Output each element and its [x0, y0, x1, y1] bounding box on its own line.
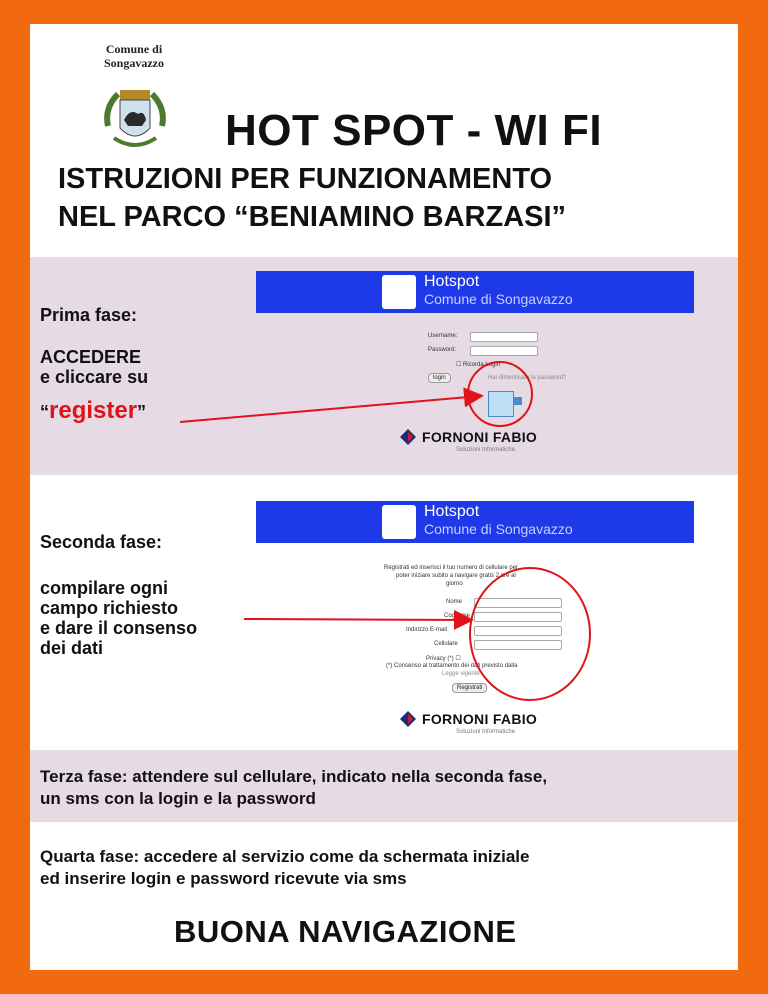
fornoni-tagline: Soluzioni Informatiche [456, 447, 516, 453]
phase-four-line-1: Quarta fase: accedere al servizio come da schermata iniziale [40, 847, 530, 866]
phase-four-line-2: ed inserire login e password ricevute via sms [40, 869, 407, 888]
phase-one-label: Prima fase: [40, 305, 138, 325]
fornoni-name: FORNONI FABIO [422, 429, 538, 445]
hotspot-subtitle: Comune di Songavazzo [424, 291, 573, 307]
phase-three-line-2: un sms con la login e la password [40, 789, 316, 808]
phase-two-label: Seconda fase: [40, 532, 163, 552]
phase-three-line-1: Terza fase: attendere sul cellulare, indicato nella seconda fase, [40, 767, 548, 786]
login-user-label: Username: [428, 333, 458, 339]
close-quote: ” [137, 402, 147, 422]
phase-one-line-1: ACCEDERE [40, 347, 142, 367]
phase-three-text [40, 766, 547, 810]
phase-four-text [40, 846, 529, 890]
consent-law: Legge vigente [442, 671, 480, 677]
subtitle-line-2: NEL PARCO “BENIAMINO BARZASI” [58, 201, 567, 233]
phone-label: Cellulare [434, 641, 458, 647]
registration-intro-2: poter iniziare subito a navigare gratis 2 ore al [396, 573, 516, 579]
phase-one-line-2: e cliccare su [40, 367, 149, 387]
register-highlight-circle [468, 362, 532, 426]
form-highlight-circle [470, 568, 590, 700]
fornoni-name-2: FORNONI FABIO [422, 711, 538, 727]
hotspot-title-2: Hotspot [424, 503, 480, 520]
registration-intro-1: Registrati ed inserisci il tuo numero di cellulare per [384, 565, 519, 571]
hotspot-title: Hotspot [424, 273, 480, 290]
phase-three-band [30, 750, 738, 822]
phase-two-line-3: e dare il consenso [40, 618, 198, 638]
municipality-name: Comune di Songavazzo [104, 42, 164, 70]
register-keyword: register [49, 397, 138, 424]
hotspot-subtitle-2: Comune di Songavazzo [424, 521, 573, 537]
annotations [30, 24, 738, 970]
login-button: login [428, 373, 451, 383]
remember-checkbox-label: ☐ Ricorda Login [456, 362, 501, 368]
register-arrow [180, 396, 480, 422]
privacy-label: Privacy (*) ☐ [426, 656, 461, 662]
consent-text: (*) Consenso al trattamento dei dati previsto dalla [386, 663, 518, 669]
fornoni-tagline-2: Soluzioni Informatiche [456, 729, 516, 735]
page-title: HOT SPOT - WI FI [225, 106, 603, 155]
register-submit-button: Registrati [452, 683, 487, 693]
phase-two-line-4: dei dati [40, 638, 104, 658]
name-label: Nome [446, 599, 463, 605]
email-label: Indirizzo E-mail [406, 627, 448, 633]
login-password-label: Password: [428, 347, 457, 353]
registration-intro-3: giorno [446, 581, 463, 587]
form-arrow [244, 619, 470, 620]
subtitle-line-1: ISTRUZIONI PER FUNZIONAMENTO [58, 163, 553, 195]
closing-message: BUONA NAVIGAZIONE [174, 914, 517, 949]
forgot-password-link: Hai dimenticato la password? [488, 375, 567, 381]
open-quote: “ [40, 402, 49, 422]
phase-two-line-2: campo richiesto [40, 598, 179, 618]
phase-two-line-1: compilare ogni [40, 578, 169, 598]
poster [30, 24, 738, 970]
surname-label: Cognome [444, 613, 471, 619]
